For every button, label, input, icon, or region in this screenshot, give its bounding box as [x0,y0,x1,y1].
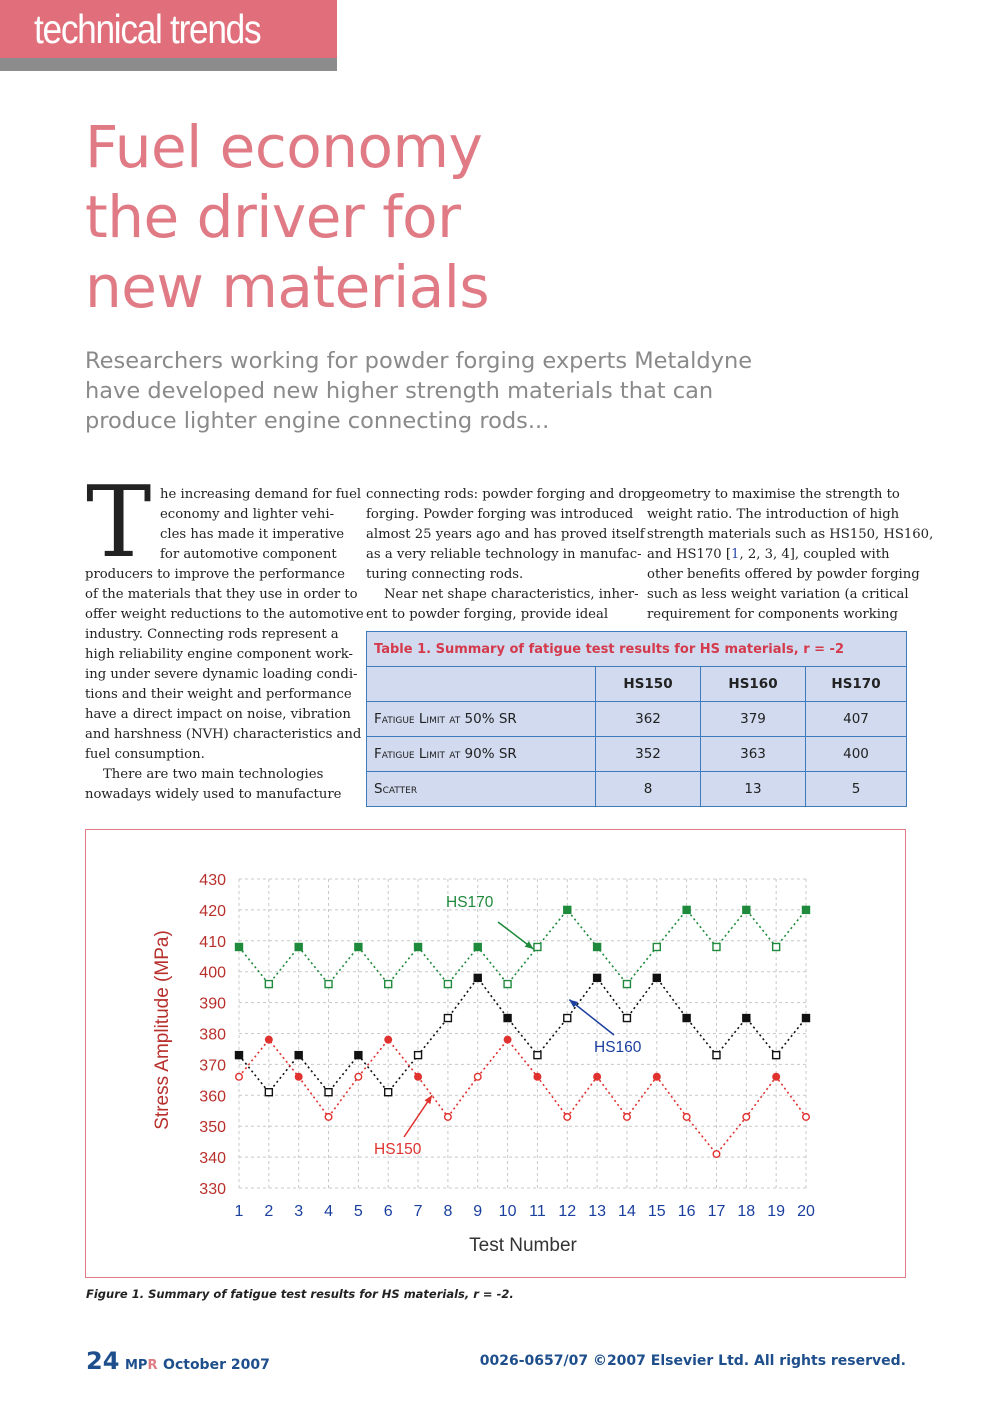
y-tick-label: 420 [199,902,226,920]
data-point-hs170 [325,981,332,988]
row-label: Fatigue Limit at 50% SR [367,702,596,737]
hs150-arrow-head [425,1095,433,1104]
x-tick-label: 12 [558,1203,577,1220]
data-point-hs170 [504,981,511,988]
body-text: and HS170 [ [647,547,732,562]
data-point-hs170 [594,943,601,950]
title-line: new materials [85,253,490,321]
y-tick-label: 340 [199,1150,226,1168]
body-line: offer weight reductions to the automotive [85,607,364,622]
x-tick-label: 9 [473,1203,483,1220]
body-line: requirement for components working [647,607,898,622]
y-tick-label: 380 [199,1026,226,1044]
hs160-arrow-line [569,1000,614,1035]
magazine-logo [125,1358,157,1373]
table-header-row [367,667,907,702]
data-point-hs170 [385,981,392,988]
body-line: fuel consumption. [85,747,205,762]
section-label: technical trends [34,6,261,52]
table-cell: 362 [596,702,701,737]
hs170-label: HS170 [446,894,494,911]
body-line: and harshness (NVH) characteristics and [85,727,362,742]
x-tick-label: 20 [797,1203,815,1220]
body-line: almost 25 years ago and has proved itself [366,527,645,542]
data-point-hs150 [415,1073,422,1080]
data-point-hs160 [444,1015,451,1022]
data-point-hs150 [474,1073,481,1080]
body-line: other benefits offered by powder forging [647,567,920,582]
body-line: high reliability engine component work- [85,647,353,662]
x-tick-label: 15 [647,1203,666,1220]
hs160-label: HS160 [594,1039,642,1056]
body-column-1 [85,565,364,805]
data-point-hs150 [236,1073,243,1080]
logo-mp: MP [124,1358,148,1373]
x-axis-label: Test Number [469,1235,577,1256]
table-cell: 400 [806,737,907,772]
series-line-hs170 [239,910,806,984]
table-row [367,702,907,737]
x-tick-label: 4 [324,1203,333,1220]
logo-r: R [147,1358,158,1373]
data-point-hs170 [743,906,750,913]
x-tick-label: 2 [264,1203,274,1220]
data-point-hs170 [474,943,481,950]
body-line: tions and their weight and performance [85,687,352,702]
table-cell: 352 [596,737,701,772]
body-line: cles has made it imperative [160,527,345,542]
body-column-1-indented [160,485,361,565]
standfirst-line: Researchers working for powder forging experts Metaldyne [85,348,753,374]
series-line-hs160 [239,978,806,1092]
table-header-empty [367,667,596,702]
data-point-hs160 [683,1015,690,1022]
data-point-hs160 [623,1015,630,1022]
data-point-hs150 [295,1073,302,1080]
reference-link[interactable]: 1 [731,547,740,562]
data-point-hs160 [803,1015,810,1022]
table-caption-row [367,632,907,667]
standfirst-line: produce lighter engine connecting rods... [85,408,550,434]
data-point-hs150 [266,1036,273,1043]
y-tick-label: 350 [199,1119,226,1137]
data-point-hs160 [504,1015,511,1022]
data-point-hs170 [653,943,660,950]
data-point-hs150 [504,1036,511,1043]
data-point-hs160 [594,974,601,981]
data-point-hs160 [743,1015,750,1022]
y-tick-label: 330 [199,1181,226,1198]
data-point-hs160 [265,1089,272,1096]
data-point-hs160 [534,1052,541,1059]
body-line: strength materials such as HS150, HS160, [647,527,934,542]
section-banner-bar [0,58,337,71]
body-line: ent to powder forging, provide ideal [366,607,609,622]
standfirst-line: have developed new higher strength materials that can [85,378,714,404]
body-line: weight ratio. The introduction of high [647,507,900,522]
data-point-hs150 [743,1114,750,1121]
fatigue-chart [86,830,905,1277]
body-line: have a direct impact on noise, vibration [85,707,351,722]
data-point-hs150 [445,1114,452,1121]
data-point-hs160 [773,1052,780,1059]
body-line: Near net shape characteristics, inher- [384,587,639,602]
x-tick-label: 13 [588,1203,607,1220]
hs150-label: HS150 [374,1141,422,1158]
data-point-hs170 [534,943,541,950]
title-line: Fuel economy [85,113,483,181]
data-point-hs160 [474,974,481,981]
data-point-hs160 [415,1052,422,1059]
data-point-hs170 [295,943,302,950]
x-tick-label: 5 [353,1203,363,1220]
fatigue-results-table [366,631,907,807]
body-line: of the materials that they use in order to [85,587,358,602]
y-tick-label: 370 [199,1057,226,1075]
body-line: geometry to maximise the strength to [647,487,900,502]
y-tick-label: 360 [199,1088,226,1106]
x-tick-label: 3 [294,1203,304,1220]
hs170-arrow-head [525,941,534,949]
table-cell: 407 [806,702,907,737]
data-point-hs170 [415,943,422,950]
data-point-hs160 [713,1052,720,1059]
data-point-hs150 [773,1073,780,1080]
data-point-hs160 [355,1052,362,1059]
table-cell: 8 [596,772,701,807]
figure-caption: Figure 1. Summary of fatigue test results for HS materials, r = -2. [86,1287,514,1301]
data-point-hs170 [564,906,571,913]
table-header: HS170 [806,667,907,702]
x-tick-label: 8 [443,1203,453,1220]
body-line: such as less weight variation (a critical [647,587,909,602]
x-tick-label: 11 [529,1203,546,1220]
data-point-hs170 [803,906,810,913]
body-line: connecting rods: powder forging and drop [366,487,650,502]
body-line: industry. Connecting rods represent a [85,627,339,642]
x-tick-label: 18 [737,1203,756,1220]
table-cell: 363 [701,737,806,772]
data-point-hs170 [623,981,630,988]
table-cell: 13 [701,772,806,807]
footer-left [86,1347,270,1375]
copyright-line: 0026-0657/07 ©2007 Elsevier Ltd. All rights reserved. [479,1353,906,1369]
data-point-hs160 [385,1089,392,1096]
body-line: for automotive component [160,547,337,562]
table-row [367,737,907,772]
data-point-hs160 [564,1015,571,1022]
row-label: Fatigue Limit at 90% SR [367,737,596,772]
x-tick-label: 10 [498,1203,517,1220]
table-cell: 379 [701,702,806,737]
data-point-hs150 [534,1073,541,1080]
issue-date: October 2007 [163,1357,270,1373]
data-point-hs170 [265,981,272,988]
data-point-hs150 [803,1114,810,1121]
y-tick-label: 400 [199,964,226,982]
table-header: HS160 [701,667,806,702]
row-label: Scatter [367,772,596,807]
data-point-hs170 [236,943,243,950]
data-point-hs170 [713,943,720,950]
y-axis-label: Stress Amplitude (MPa) [152,930,173,1130]
data-point-hs160 [325,1089,332,1096]
table-cell: 5 [806,772,907,807]
table-row [367,772,907,807]
body-line: producers to improve the performance [85,567,345,582]
chart-grid [239,879,806,1188]
data-point-hs150 [325,1114,332,1121]
data-point-hs160 [236,1052,243,1059]
x-tick-label: 19 [767,1203,786,1220]
body-column-2 [366,485,650,625]
data-point-hs170 [773,943,780,950]
article-title [85,112,489,322]
data-point-hs150 [683,1114,690,1121]
body-line: he increasing demand for fuel [160,487,362,502]
data-point-hs170 [355,943,362,950]
data-point-hs150 [355,1073,362,1080]
data-point-hs170 [683,906,690,913]
data-point-hs150 [564,1114,571,1121]
data-point-hs150 [713,1151,720,1158]
x-tick-label: 7 [413,1203,423,1220]
body-line: economy and lighter vehi- [160,507,335,522]
x-tick-label: 17 [707,1203,726,1220]
y-tick-label: 410 [199,933,226,951]
standfirst [85,346,785,436]
body-line: ing under severe dynamic loading condi- [85,667,358,682]
data-point-hs150 [653,1073,660,1080]
body-text: , 2, 3, 4], coupled with [739,547,890,562]
y-tick-label: 430 [199,872,226,889]
body-line: turing connecting rods. [366,567,524,582]
x-tick-label: 14 [618,1203,636,1220]
y-tick-label: 390 [199,995,226,1013]
x-tick-label: 16 [677,1203,696,1220]
drop-cap: T [86,466,152,580]
table-header: HS150 [596,667,701,702]
data-point-hs160 [295,1052,302,1059]
data-point-hs150 [594,1073,601,1080]
page-number: 24 [86,1347,120,1375]
body-line: nowadays widely used to manufacture [85,787,342,802]
body-line: There are two main technologies [103,767,324,782]
series-line-hs150 [239,1040,806,1154]
x-tick-label: 6 [383,1203,393,1220]
x-tick-label: 1 [234,1203,244,1220]
body-column-3 [647,485,933,625]
body-line: as a very reliable technology in manufac- [366,547,642,562]
title-line: the driver for [85,183,461,251]
chart-series [236,906,810,1157]
data-point-hs150 [385,1036,392,1043]
body-line: forging. Powder forging was introduced [366,507,634,522]
table-caption: Table 1. Summary of fatigue test results for HS materials, r = -2 [367,632,907,667]
body-line-with-refs [647,545,933,565]
data-point-hs150 [624,1114,631,1121]
data-point-hs160 [653,974,660,981]
data-point-hs170 [444,981,451,988]
